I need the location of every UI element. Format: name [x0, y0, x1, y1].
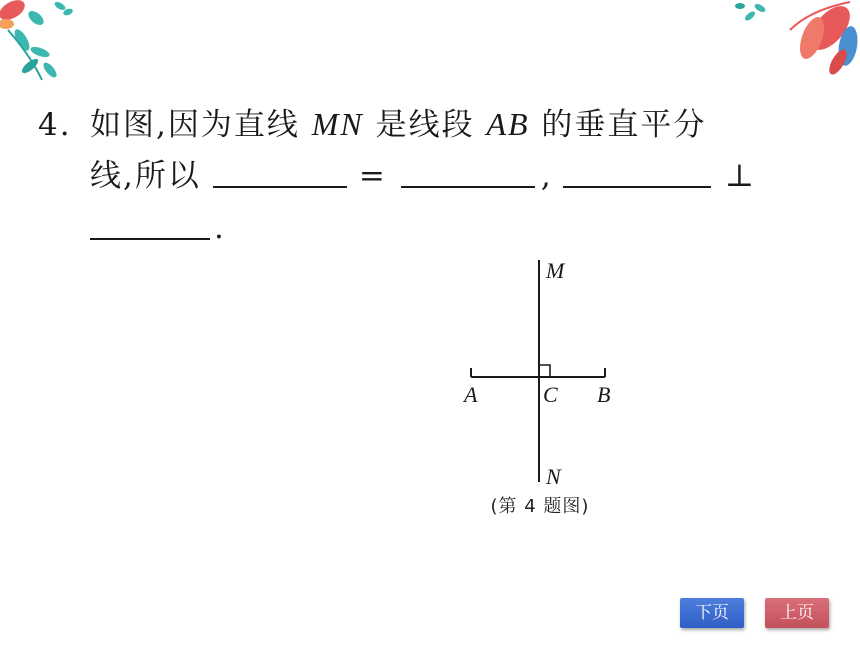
answer-blank-2[interactable] [401, 156, 535, 188]
perpendicular-bisector-diagram [440, 250, 660, 530]
math-variable-ab: AB [486, 106, 530, 142]
answer-blank-3[interactable] [563, 156, 711, 188]
geometry-figure [440, 250, 660, 530]
comma: , [540, 158, 553, 194]
equals-sign: = [358, 158, 387, 194]
problem-line-1 [38, 104, 706, 145]
leaf-decoration-icon [0, 0, 110, 100]
problem-text-part: 是线段 [375, 107, 475, 143]
problem-number: 4. [38, 107, 72, 143]
label-n: N [546, 464, 561, 489]
period: . [214, 210, 226, 246]
answer-blank-1[interactable] [213, 156, 347, 188]
label-m: M [546, 258, 565, 283]
label-c: C [543, 382, 558, 407]
problem-text-part: 的垂直平分 [541, 107, 707, 143]
problem-text-part: 如图,因为直线 [90, 107, 300, 143]
previous-page-button[interactable]: 上页 [765, 598, 829, 628]
flower-decoration-icon [730, 0, 860, 90]
math-variable-mn: MN [311, 106, 364, 142]
answer-blank-4[interactable] [90, 208, 210, 240]
problem-text-part: 线,所以 [90, 158, 201, 194]
next-page-button[interactable]: 下页 [680, 598, 744, 628]
problem-line-2 [90, 156, 756, 196]
perpendicular-symbol: ⊥ [724, 158, 756, 194]
problem-line-3 [90, 208, 226, 248]
label-b: B [597, 382, 611, 407]
label-a: A [464, 382, 478, 407]
figure-caption: (第 4 题图) [490, 496, 590, 517]
right-angle-mark [539, 365, 550, 377]
